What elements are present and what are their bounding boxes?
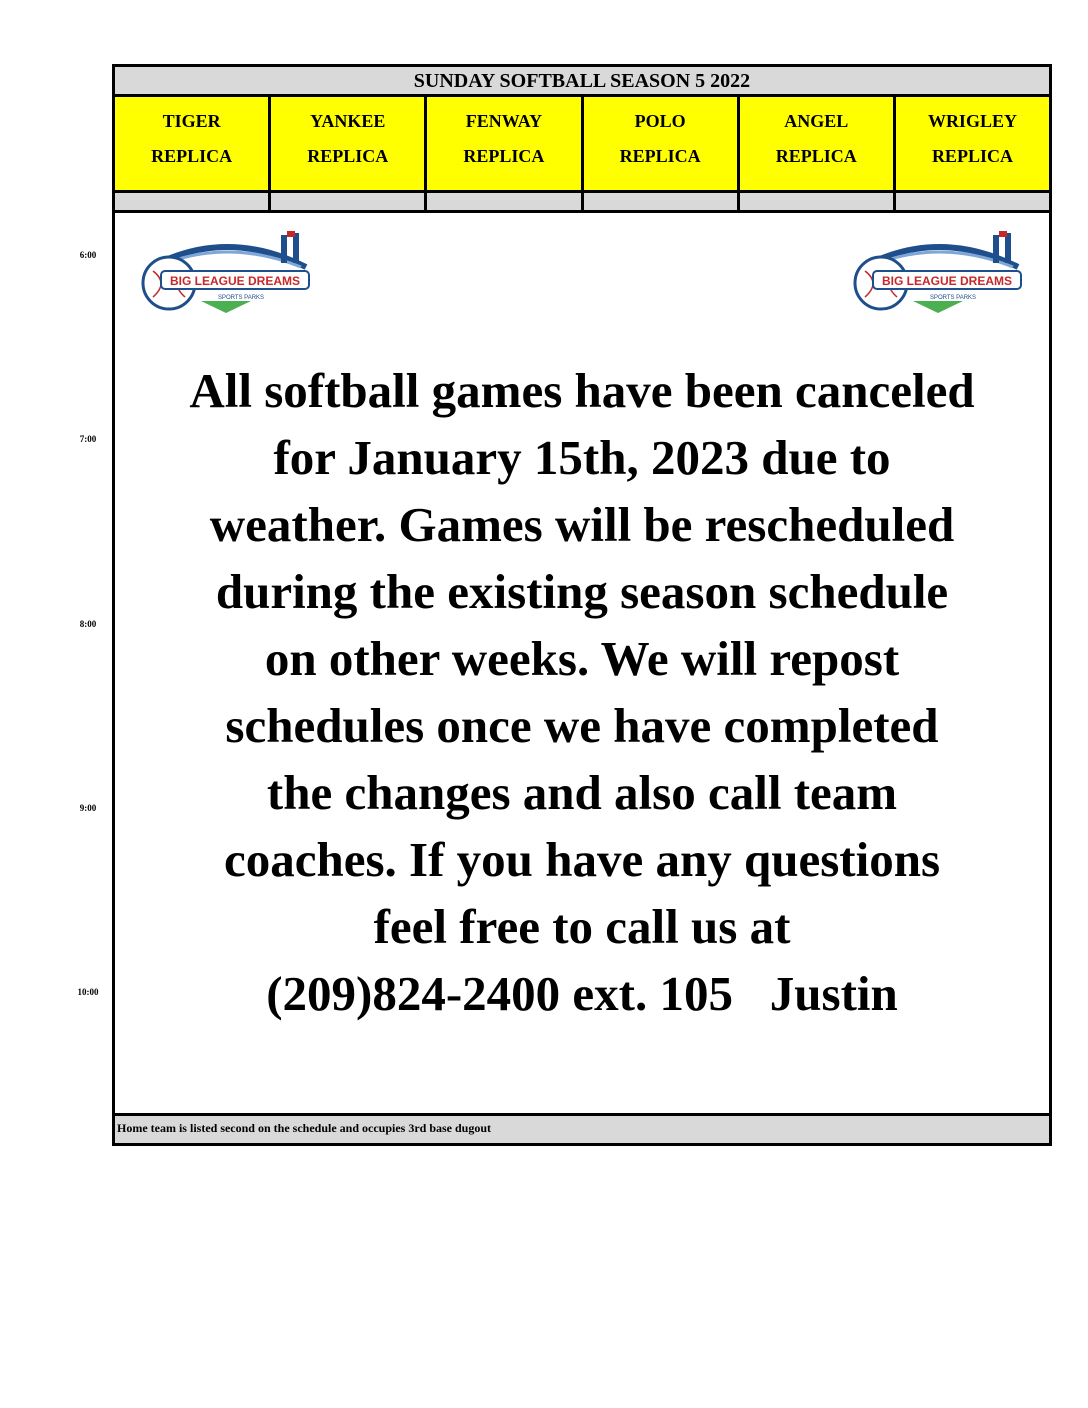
notice-line: All softball games have been canceled	[189, 363, 975, 418]
logo-subtext: SPORTS PARKS	[217, 295, 265, 301]
blank-cell	[115, 193, 271, 210]
big-league-dreams-logo-left	[131, 227, 321, 317]
logo-text: BIG LEAGUE DREAMS	[881, 274, 1013, 288]
time-label-10: 10:00	[77, 987, 99, 997]
blank-cell	[271, 193, 427, 210]
field-sub: REPLICA	[463, 146, 545, 166]
logo-subtext: SPORTS PARKS	[929, 295, 977, 301]
blank-cell	[584, 193, 740, 210]
field-wrigley	[896, 97, 1049, 193]
notice-line: (209)824-2400 ext. 105 Justin	[266, 966, 898, 1021]
notice-line: weather. Games will be rescheduled	[209, 497, 955, 552]
notice-line: coaches. If you have any questions	[223, 832, 941, 887]
notice-line: feel free to call us at	[373, 899, 791, 954]
field-header-row	[115, 97, 1049, 193]
notice-line: schedules once we have completed	[225, 698, 939, 753]
field-name: WRIGLEY	[927, 111, 1017, 131]
field-name: ANGEL	[784, 111, 849, 131]
time-label-6: 6:00	[79, 250, 97, 260]
notice-line: for January 15th, 2023 due to	[273, 430, 891, 485]
field-sub: REPLICA	[619, 146, 701, 166]
field-name: POLO	[634, 111, 686, 131]
notice-line: during the existing season schedule	[215, 564, 949, 619]
field-sub: REPLICA	[307, 146, 389, 166]
blank-cell	[896, 193, 1049, 210]
logo-text: BIG LEAGUE DREAMS	[169, 274, 301, 288]
field-sub: REPLICA	[151, 146, 233, 166]
field-sub: REPLICA	[931, 146, 1013, 166]
field-name: TIGER	[162, 111, 221, 131]
field-sub: REPLICA	[775, 146, 857, 166]
schedule-sheet	[112, 64, 1052, 1146]
time-label-8: 8:00	[79, 619, 97, 629]
field-fenway	[427, 97, 583, 193]
field-yankee	[271, 97, 427, 193]
time-label-9: 9:00	[79, 803, 97, 813]
footer-note: Home team is listed second on the schedule and occupies 3rd base dugout	[115, 1113, 1049, 1143]
cancellation-notice	[115, 357, 1049, 1027]
notice-line: the changes and also call team	[266, 765, 898, 820]
notice-line: on other weeks. We will repost	[264, 631, 900, 686]
field-tiger	[115, 97, 271, 193]
field-name: YANKEE	[310, 111, 386, 131]
field-name: FENWAY	[465, 111, 543, 131]
blank-cell	[740, 193, 896, 210]
blank-row	[115, 193, 1049, 213]
blank-cell	[427, 193, 583, 210]
schedule-title: SUNDAY SOFTBALL SEASON 5 2022	[115, 67, 1049, 97]
field-angel	[740, 97, 896, 193]
big-league-dreams-logo-right	[843, 227, 1033, 317]
time-label-7: 7:00	[79, 434, 97, 444]
field-polo	[584, 97, 740, 193]
